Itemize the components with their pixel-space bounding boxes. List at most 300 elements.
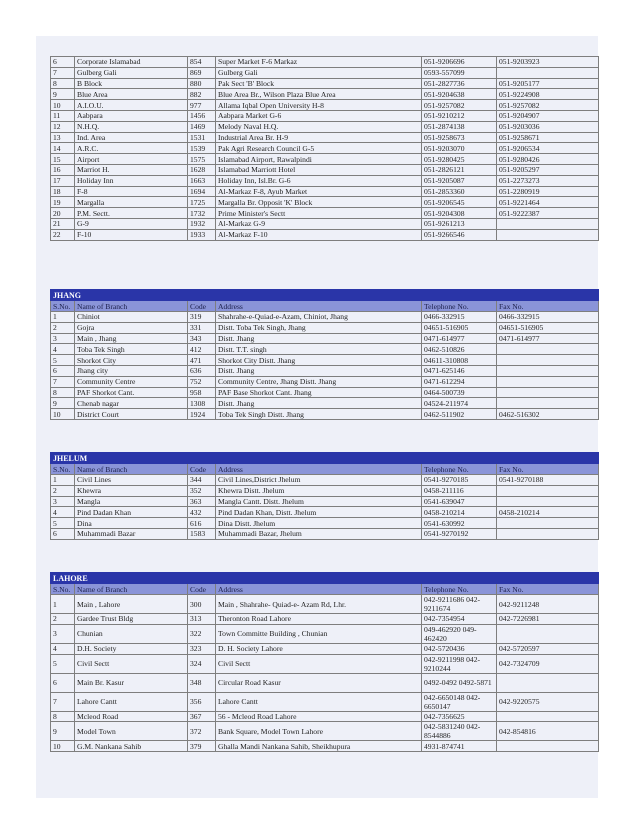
jhelum-branch-table (50, 452, 599, 540)
cell-branch-name: F-10 (75, 229, 188, 240)
column-header-branch-name: Name of Branch (75, 301, 188, 312)
cell-branch-name: Civil Sectt (75, 654, 188, 673)
cell-fax: 042-5720597 (497, 643, 599, 654)
cell-code: 1531 (188, 132, 216, 143)
cell-sno: 18 (51, 186, 75, 197)
table-row (51, 78, 599, 89)
table-row (51, 654, 599, 673)
cell-fax (497, 355, 599, 366)
cell-address: Distt. T.T. singh (216, 344, 422, 355)
table-row (51, 595, 599, 614)
cell-address: Distt. Toba Tek Singh, Jhang (216, 322, 422, 333)
column-header-address: Address (216, 301, 422, 312)
cell-branch-name: Pind Dadan Khan (75, 507, 188, 518)
cell-branch-name: Corporate Islamabad (75, 57, 188, 68)
cell-fax: 051-9206534 (497, 143, 599, 154)
cell-telephone: 042-9211998 042-9210244 (422, 654, 497, 673)
table-row (51, 218, 599, 229)
cell-telephone: 051-2853360 (422, 186, 497, 197)
cell-sno: 8 (51, 711, 75, 722)
cell-telephone: 0541-639047 (422, 496, 497, 507)
cell-fax (497, 229, 599, 240)
cell-sno: 5 (51, 355, 75, 366)
cell-branch-name: Civil Lines (75, 475, 188, 486)
cell-branch-name: D.H. Society (75, 643, 188, 654)
cell-fax: 051-2280919 (497, 186, 599, 197)
cell-branch-name: Main , Lahore (75, 595, 188, 614)
cell-branch-name: Chiniot (75, 312, 188, 323)
cell-code: 363 (188, 496, 216, 507)
cell-fax: 051-9203036 (497, 121, 599, 132)
cell-fax: 051-9205177 (497, 78, 599, 89)
cell-branch-name: G.M. Nankana Sahib (75, 741, 188, 752)
table-row (51, 741, 599, 752)
column-header-code: Code (188, 464, 216, 475)
cell-sno: 7 (51, 692, 75, 711)
cell-code: 1932 (188, 218, 216, 229)
column-header-sno: S.No. (51, 464, 75, 475)
column-header-telephone: Telephone No. (422, 584, 497, 595)
cell-fax: 042-854816 (497, 722, 599, 741)
cell-address: Super Market F-6 Markaz (216, 57, 422, 68)
cell-code: 958 (188, 387, 216, 398)
column-header-fax: Fax No. (497, 301, 599, 312)
cell-fax: 051-9257082 (497, 100, 599, 111)
cell-sno: 10 (51, 409, 75, 420)
cell-address: Shorkot City Distt. Jhang (216, 355, 422, 366)
cell-telephone: 042-7354954 (422, 614, 497, 625)
cell-fax (497, 67, 599, 78)
cell-fax: 0541-9270188 (497, 475, 599, 486)
cell-telephone: 0593-557099 (422, 67, 497, 78)
cell-fax (497, 711, 599, 722)
cell-code: 471 (188, 355, 216, 366)
cell-address: Muhammadi Bazar, Jhelum (216, 528, 422, 539)
cell-telephone: 051-9206545 (422, 197, 497, 208)
cell-branch-name: District Court (75, 409, 188, 420)
cell-branch-name: A.R.C. (75, 143, 188, 154)
cell-code: 323 (188, 643, 216, 654)
cell-address: Islamabad Marriott Hotel (216, 164, 422, 175)
cell-sno: 1 (51, 312, 75, 323)
cell-code: 412 (188, 344, 216, 355)
table-row (51, 711, 599, 722)
cell-sno: 20 (51, 208, 75, 219)
cell-address: Holiday Inn, Isl.Br. G-6 (216, 175, 422, 186)
cell-branch-name: Gulberg Gali (75, 67, 188, 78)
table-row (51, 398, 599, 409)
section-title-row (51, 573, 599, 584)
cell-telephone: 042-5720436 (422, 643, 497, 654)
cell-fax: 051-9221464 (497, 197, 599, 208)
cell-branch-name: Blue Area (75, 89, 188, 100)
cell-telephone: 042-5831240 042-8544886 (422, 722, 497, 741)
cell-fax (497, 496, 599, 507)
cell-address: Allama Iqbal Open University H-8 (216, 100, 422, 111)
table-row (51, 100, 599, 111)
cell-telephone: 049-462920 049-462420 (422, 624, 497, 643)
cell-telephone: 0471-612294 (422, 376, 497, 387)
table-row (51, 528, 599, 539)
cell-address: Mangla Cantt. Distt. Jhelum (216, 496, 422, 507)
cell-branch-name: P.M. Sectt. (75, 208, 188, 219)
cell-telephone: 04651-516905 (422, 322, 497, 333)
cell-sno: 15 (51, 154, 75, 165)
cell-branch-name: Muhammadi Bazar (75, 528, 188, 539)
cell-sno: 7 (51, 67, 75, 78)
cell-telephone: 051-2827736 (422, 78, 497, 89)
cell-fax: 0458-210214 (497, 507, 599, 518)
cell-fax (497, 398, 599, 409)
table-row (51, 154, 599, 165)
cell-address: Community Centre, Jhang Distt. Jhang (216, 376, 422, 387)
cell-fax: 0471-614977 (497, 333, 599, 344)
cell-branch-name: G-9 (75, 218, 188, 229)
table-row (51, 643, 599, 654)
cell-branch-name: Model Town (75, 722, 188, 741)
cell-branch-name: Gardee Trust Bldg (75, 614, 188, 625)
table-row (51, 197, 599, 208)
cell-sno: 13 (51, 132, 75, 143)
cell-branch-name: PAF Shorkot Cant. (75, 387, 188, 398)
cell-fax (497, 518, 599, 529)
cell-code: 313 (188, 614, 216, 625)
cell-sno: 9 (51, 398, 75, 409)
table-row (51, 344, 599, 355)
cell-branch-name: Mangla (75, 496, 188, 507)
cell-fax: 042-7226981 (497, 614, 599, 625)
cell-telephone: 051-9280425 (422, 154, 497, 165)
cell-code: 344 (188, 475, 216, 486)
cell-sno: 2 (51, 322, 75, 333)
cell-address: Theronton Road Lahore (216, 614, 422, 625)
cell-code: 854 (188, 57, 216, 68)
table-row (51, 387, 599, 398)
cell-address: Lahore Cantt (216, 692, 422, 711)
cell-branch-name: Main Br. Kasur (75, 673, 188, 692)
table-row (51, 722, 599, 741)
cell-address: Industrial Area Br. H-9 (216, 132, 422, 143)
column-header-fax: Fax No. (497, 464, 599, 475)
table-row (51, 673, 599, 692)
cell-branch-name: B Block (75, 78, 188, 89)
table-row (51, 229, 599, 240)
column-header-telephone: Telephone No. (422, 464, 497, 475)
cell-address: Distt. Jhang (216, 398, 422, 409)
cell-address: Distt. Jhang (216, 365, 422, 376)
cell-address: Dina Distt. Jhelum (216, 518, 422, 529)
table-row (51, 57, 599, 68)
cell-fax (497, 344, 599, 355)
cell-address: Blue Area Br., Wilson Plaza Blue Area (216, 89, 422, 100)
table-row (51, 89, 599, 100)
table-row (51, 355, 599, 366)
cell-telephone: 0541-9270185 (422, 475, 497, 486)
cell-address: Pind Dadan Khan, Distt. Jhelum (216, 507, 422, 518)
table-row (51, 121, 599, 132)
table-row (51, 175, 599, 186)
cell-telephone: 04611-310808 (422, 355, 497, 366)
cell-sno: 22 (51, 229, 75, 240)
cell-address: Prime Minister's Sectt (216, 208, 422, 219)
cell-branch-name: Chunian (75, 624, 188, 643)
table-row (51, 507, 599, 518)
cell-sno: 6 (51, 57, 75, 68)
table-row (51, 614, 599, 625)
cell-branch-name: Holiday Inn (75, 175, 188, 186)
cell-address: Civil Lines,District Jhelum (216, 475, 422, 486)
table-row (51, 485, 599, 496)
cell-code: 367 (188, 711, 216, 722)
cell-fax: 051-9280426 (497, 154, 599, 165)
cell-code: 1924 (188, 409, 216, 420)
cell-branch-name: Lahore Cantt (75, 692, 188, 711)
cell-sno: 2 (51, 614, 75, 625)
table-row (51, 409, 599, 420)
cell-code: 343 (188, 333, 216, 344)
cell-code: 616 (188, 518, 216, 529)
column-header-code: Code (188, 301, 216, 312)
cell-telephone: 042-6650148 042-6650147 (422, 692, 497, 711)
cell-sno: 3 (51, 496, 75, 507)
column-header-telephone: Telephone No. (422, 301, 497, 312)
cell-address: Pak Agri Research Council G-5 (216, 143, 422, 154)
cell-address: Circular Road Kasur (216, 673, 422, 692)
cell-sno: 4 (51, 344, 75, 355)
cell-branch-name: N.H.Q. (75, 121, 188, 132)
cell-address: Town Committe Building , Chunian (216, 624, 422, 643)
cell-telephone: 051-2874138 (422, 121, 497, 132)
lahore-branch-table (50, 572, 599, 752)
cell-sno: 10 (51, 741, 75, 752)
cell-telephone: 051-9258673 (422, 132, 497, 143)
cell-sno: 7 (51, 376, 75, 387)
cell-telephone: 042-9211686 042-9211674 (422, 595, 497, 614)
column-header-branch-name: Name of Branch (75, 464, 188, 475)
cell-telephone: 051-9203070 (422, 143, 497, 154)
cell-address: Shahrahe-e-Quiad-e-Azam, Chiniot, Jhang (216, 312, 422, 323)
cell-fax: 051-9222387 (497, 208, 599, 219)
table-row (51, 208, 599, 219)
cell-address: Margalla Br. Opposit 'K' Block (216, 197, 422, 208)
cell-code: 348 (188, 673, 216, 692)
cell-sno: 10 (51, 100, 75, 111)
cell-telephone: 051-9261213 (422, 218, 497, 229)
cell-sno: 4 (51, 643, 75, 654)
cell-fax: 051-9203923 (497, 57, 599, 68)
cell-code: 1933 (188, 229, 216, 240)
cell-address: Pak Sect 'B' Block (216, 78, 422, 89)
cell-branch-name: Chenab nagar (75, 398, 188, 409)
cell-address: Gulberg Gali (216, 67, 422, 78)
cell-code: 379 (188, 741, 216, 752)
cell-sno: 19 (51, 197, 75, 208)
cell-code: 1575 (188, 154, 216, 165)
cell-sno: 4 (51, 507, 75, 518)
cell-sno: 6 (51, 528, 75, 539)
cell-sno: 3 (51, 333, 75, 344)
cell-fax (497, 741, 599, 752)
cell-code: 1539 (188, 143, 216, 154)
cell-sno: 14 (51, 143, 75, 154)
cell-code: 1732 (188, 208, 216, 219)
cell-sno: 8 (51, 387, 75, 398)
cell-fax: 051-9258671 (497, 132, 599, 143)
cell-code: 1456 (188, 110, 216, 121)
cell-telephone: 051-9206696 (422, 57, 497, 68)
cell-code: 1663 (188, 175, 216, 186)
cell-fax: 042-9211248 (497, 595, 599, 614)
section-title: JHANG (51, 290, 599, 301)
column-header-sno: S.No. (51, 584, 75, 595)
cell-telephone: 051-9205087 (422, 175, 497, 186)
cell-address: Al-Markaz F-10 (216, 229, 422, 240)
cell-address: Bank Square, Model Town Lahore (216, 722, 422, 741)
cell-code: 356 (188, 692, 216, 711)
cell-fax: 051-9204907 (497, 110, 599, 121)
cell-address: Melody Naval H.Q. (216, 121, 422, 132)
cell-code: 869 (188, 67, 216, 78)
table-row (51, 110, 599, 121)
cell-code: 1469 (188, 121, 216, 132)
cell-telephone: 0471-614977 (422, 333, 497, 344)
table-row (51, 496, 599, 507)
cell-fax (497, 528, 599, 539)
cell-fax: 051-2273273 (497, 175, 599, 186)
cell-branch-name: Margalla (75, 197, 188, 208)
cell-telephone: 051-2826121 (422, 164, 497, 175)
cell-sno: 1 (51, 595, 75, 614)
table-row (51, 692, 599, 711)
cell-fax (497, 387, 599, 398)
cell-address: Al-Markaz G-9 (216, 218, 422, 229)
cell-fax: 04651-516905 (497, 322, 599, 333)
cell-telephone: 0462-511902 (422, 409, 497, 420)
cell-fax: 051-9224908 (497, 89, 599, 100)
table-row (51, 475, 599, 486)
cell-fax (497, 485, 599, 496)
table-row (51, 164, 599, 175)
cell-sno: 6 (51, 365, 75, 376)
cell-sno: 5 (51, 654, 75, 673)
cell-code: 1628 (188, 164, 216, 175)
cell-code: 752 (188, 376, 216, 387)
cell-code: 372 (188, 722, 216, 741)
table-row (51, 376, 599, 387)
cell-branch-name: A.I.O.U. (75, 100, 188, 111)
cell-sno: 3 (51, 624, 75, 643)
section-title-row (51, 453, 599, 464)
cell-fax: 051-9205297 (497, 164, 599, 175)
column-header-row (51, 464, 599, 475)
cell-branch-name: Ind. Area (75, 132, 188, 143)
table-row (51, 518, 599, 529)
cell-fax (497, 376, 599, 387)
cell-sno: 12 (51, 121, 75, 132)
cell-telephone: 051-9204308 (422, 208, 497, 219)
column-header-code: Code (188, 584, 216, 595)
column-header-sno: S.No. (51, 301, 75, 312)
cell-telephone: 051-9210212 (422, 110, 497, 121)
cell-branch-name: Mcleod Road (75, 711, 188, 722)
cell-code: 352 (188, 485, 216, 496)
cell-branch-name: Community Centre (75, 376, 188, 387)
cell-address: Islamabad Airport, Rawalpindi (216, 154, 422, 165)
cell-code: 1583 (188, 528, 216, 539)
cell-code: 636 (188, 365, 216, 376)
cell-fax: 0466-332915 (497, 312, 599, 323)
cell-sno: 5 (51, 518, 75, 529)
table-row (51, 365, 599, 376)
cell-telephone: 042-7356625 (422, 711, 497, 722)
cell-sno: 9 (51, 722, 75, 741)
cell-code: 322 (188, 624, 216, 643)
cell-telephone: 0492-0492 0492-5871 (422, 673, 497, 692)
cell-sno: 11 (51, 110, 75, 121)
cell-branch-name: Marriot H. (75, 164, 188, 175)
cell-telephone: 051-9257082 (422, 100, 497, 111)
cell-telephone: 0541-630992 (422, 518, 497, 529)
cell-telephone: 0464-500739 (422, 387, 497, 398)
column-header-address: Address (216, 464, 422, 475)
cell-code: 1725 (188, 197, 216, 208)
cell-sno: 16 (51, 164, 75, 175)
section-title: LAHORE (51, 573, 599, 584)
table-row (51, 322, 599, 333)
cell-telephone: 0466-332915 (422, 312, 497, 323)
column-header-row (51, 584, 599, 595)
cell-code: 977 (188, 100, 216, 111)
cell-telephone: 4931-874741 (422, 741, 497, 752)
cell-fax (497, 218, 599, 229)
cell-sno: 17 (51, 175, 75, 186)
cell-code: 432 (188, 507, 216, 518)
cell-code: 882 (188, 89, 216, 100)
cell-sno: 6 (51, 673, 75, 692)
cell-address: 56 - Mcleod Road Lahore (216, 711, 422, 722)
cell-address: D. H. Society Lahore (216, 643, 422, 654)
cell-branch-name: Khewra (75, 485, 188, 496)
cell-address: PAF Base Shorkot Cant. Jhang (216, 387, 422, 398)
islamabad-branch-table (50, 56, 599, 241)
cell-address: Distt. Jhang (216, 333, 422, 344)
cell-telephone: 051-9204638 (422, 89, 497, 100)
cell-telephone: 0462-510826 (422, 344, 497, 355)
cell-fax (497, 365, 599, 376)
cell-code: 319 (188, 312, 216, 323)
table-row (51, 143, 599, 154)
cell-code: 331 (188, 322, 216, 333)
table-row (51, 67, 599, 78)
table-row (51, 624, 599, 643)
cell-telephone: 04524-211974 (422, 398, 497, 409)
cell-telephone: 0458-210214 (422, 507, 497, 518)
cell-telephone: 0471-625146 (422, 365, 497, 376)
cell-address: Main , Shahrahe- Quiad-e- Azam Rd, Lhr. (216, 595, 422, 614)
cell-address: Al-Markaz F-8, Ayub Market (216, 186, 422, 197)
table-row (51, 333, 599, 344)
cell-code: 880 (188, 78, 216, 89)
cell-sno: 9 (51, 89, 75, 100)
cell-telephone: 051-9266546 (422, 229, 497, 240)
cell-address: Civil Sectt (216, 654, 422, 673)
cell-branch-name: Airport (75, 154, 188, 165)
column-header-address: Address (216, 584, 422, 595)
document-page (36, 36, 598, 798)
cell-branch-name: Jhang city (75, 365, 188, 376)
table-row (51, 186, 599, 197)
cell-code: 1694 (188, 186, 216, 197)
